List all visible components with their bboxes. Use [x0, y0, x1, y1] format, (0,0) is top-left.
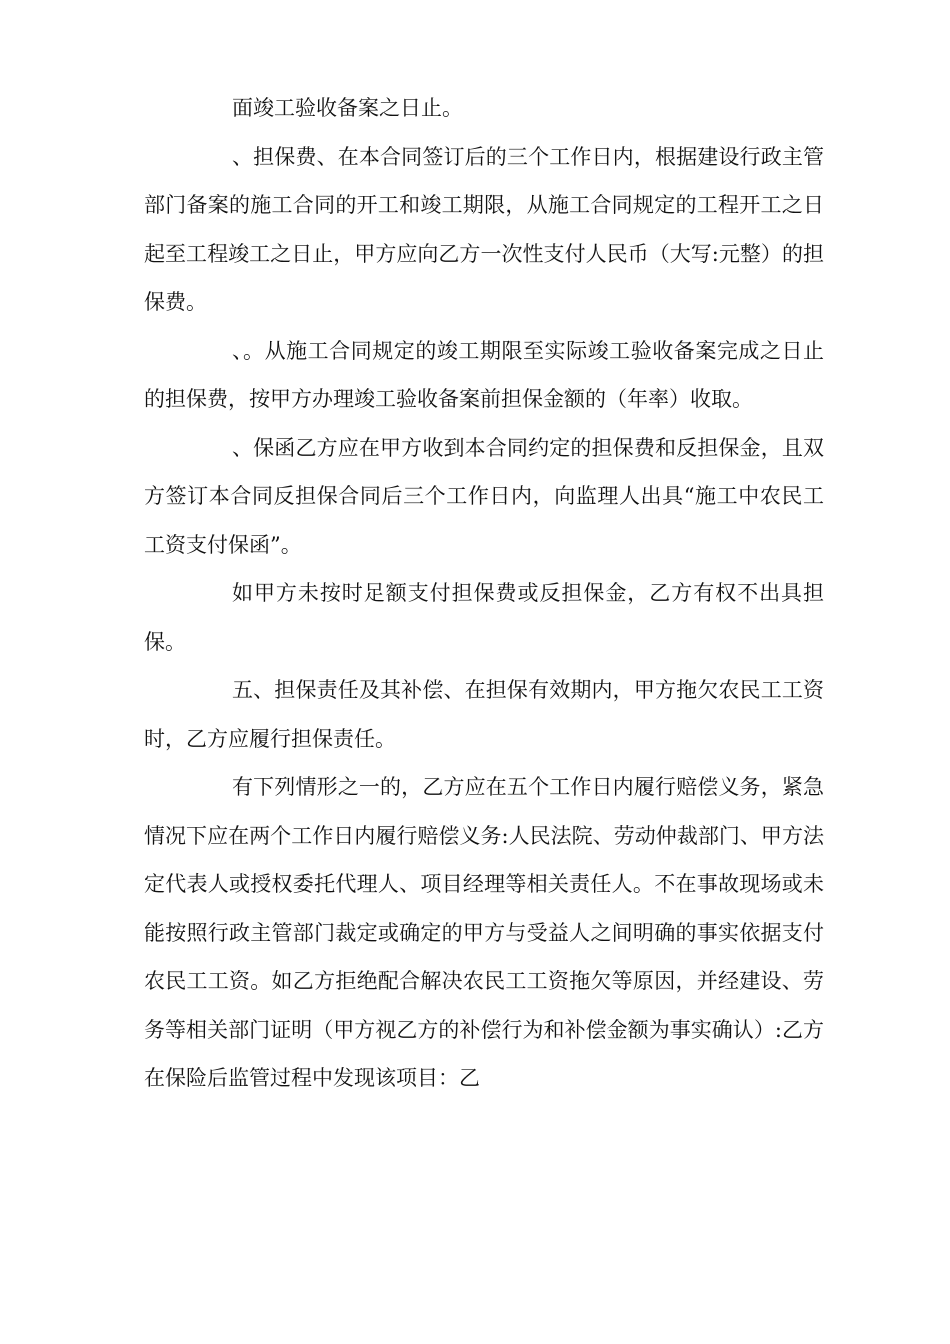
paragraph-6: 五、担保责任及其补偿、在担保有效期内，甲方拖欠农民工工资时，乙方应履行担保责任。 [144, 678, 824, 751]
paragraph-3: 、。从施工合同规定的竣工期限至实际竣工验收备案完成之日止的担保费，按甲方办理竣工验收备案前担保金额的（年率）收取。 [144, 338, 824, 411]
paragraph-1: 面竣工验收备案之日止。 [232, 96, 463, 120]
paragraph-5: 如甲方未按时足额支付担保费或反担保金，乙方有权不出具担保。 [144, 581, 824, 654]
document-body [144, 84, 824, 1103]
paragraph-4: 、保函乙方应在甲方收到本合同约定的担保费和反担保金，且双方签订本合同反担保合同后三个工作日内，向监理人出具“施工中农民工工资支付保函”。 [144, 435, 824, 557]
paragraph-2: 、担保费、在本合同签订后的三个工作日内，根据建设行政主管部门备案的施工合同的开工和竣工期限，从施工合同规定的工程开工之日起至工程竣工之日止，甲方应向乙方一次性支付人民币（大写:元整）的担保费。 [144, 144, 824, 314]
paragraph-7: 有下列情形之一的，乙方应在五个工作日内履行赔偿义务，紧急情况下应在两个工作日内履行赔偿义务:人民法院、劳动仲裁部门、甲方法定代表人或授权委托代理人、项目经理等相关责任人。不在事故现场或未能按照行政主管部门裁定或确定的甲方与受益人之间明确的事实依据支付农民工工资。如乙方拒绝配合解决农民工工资拖欠等原因，并经建设、劳务等相关部门证明（甲方视乙方的补偿行为和补偿金额为事实确认）:乙方在保险后监管过程中发现该项目：乙 [144, 775, 824, 1090]
